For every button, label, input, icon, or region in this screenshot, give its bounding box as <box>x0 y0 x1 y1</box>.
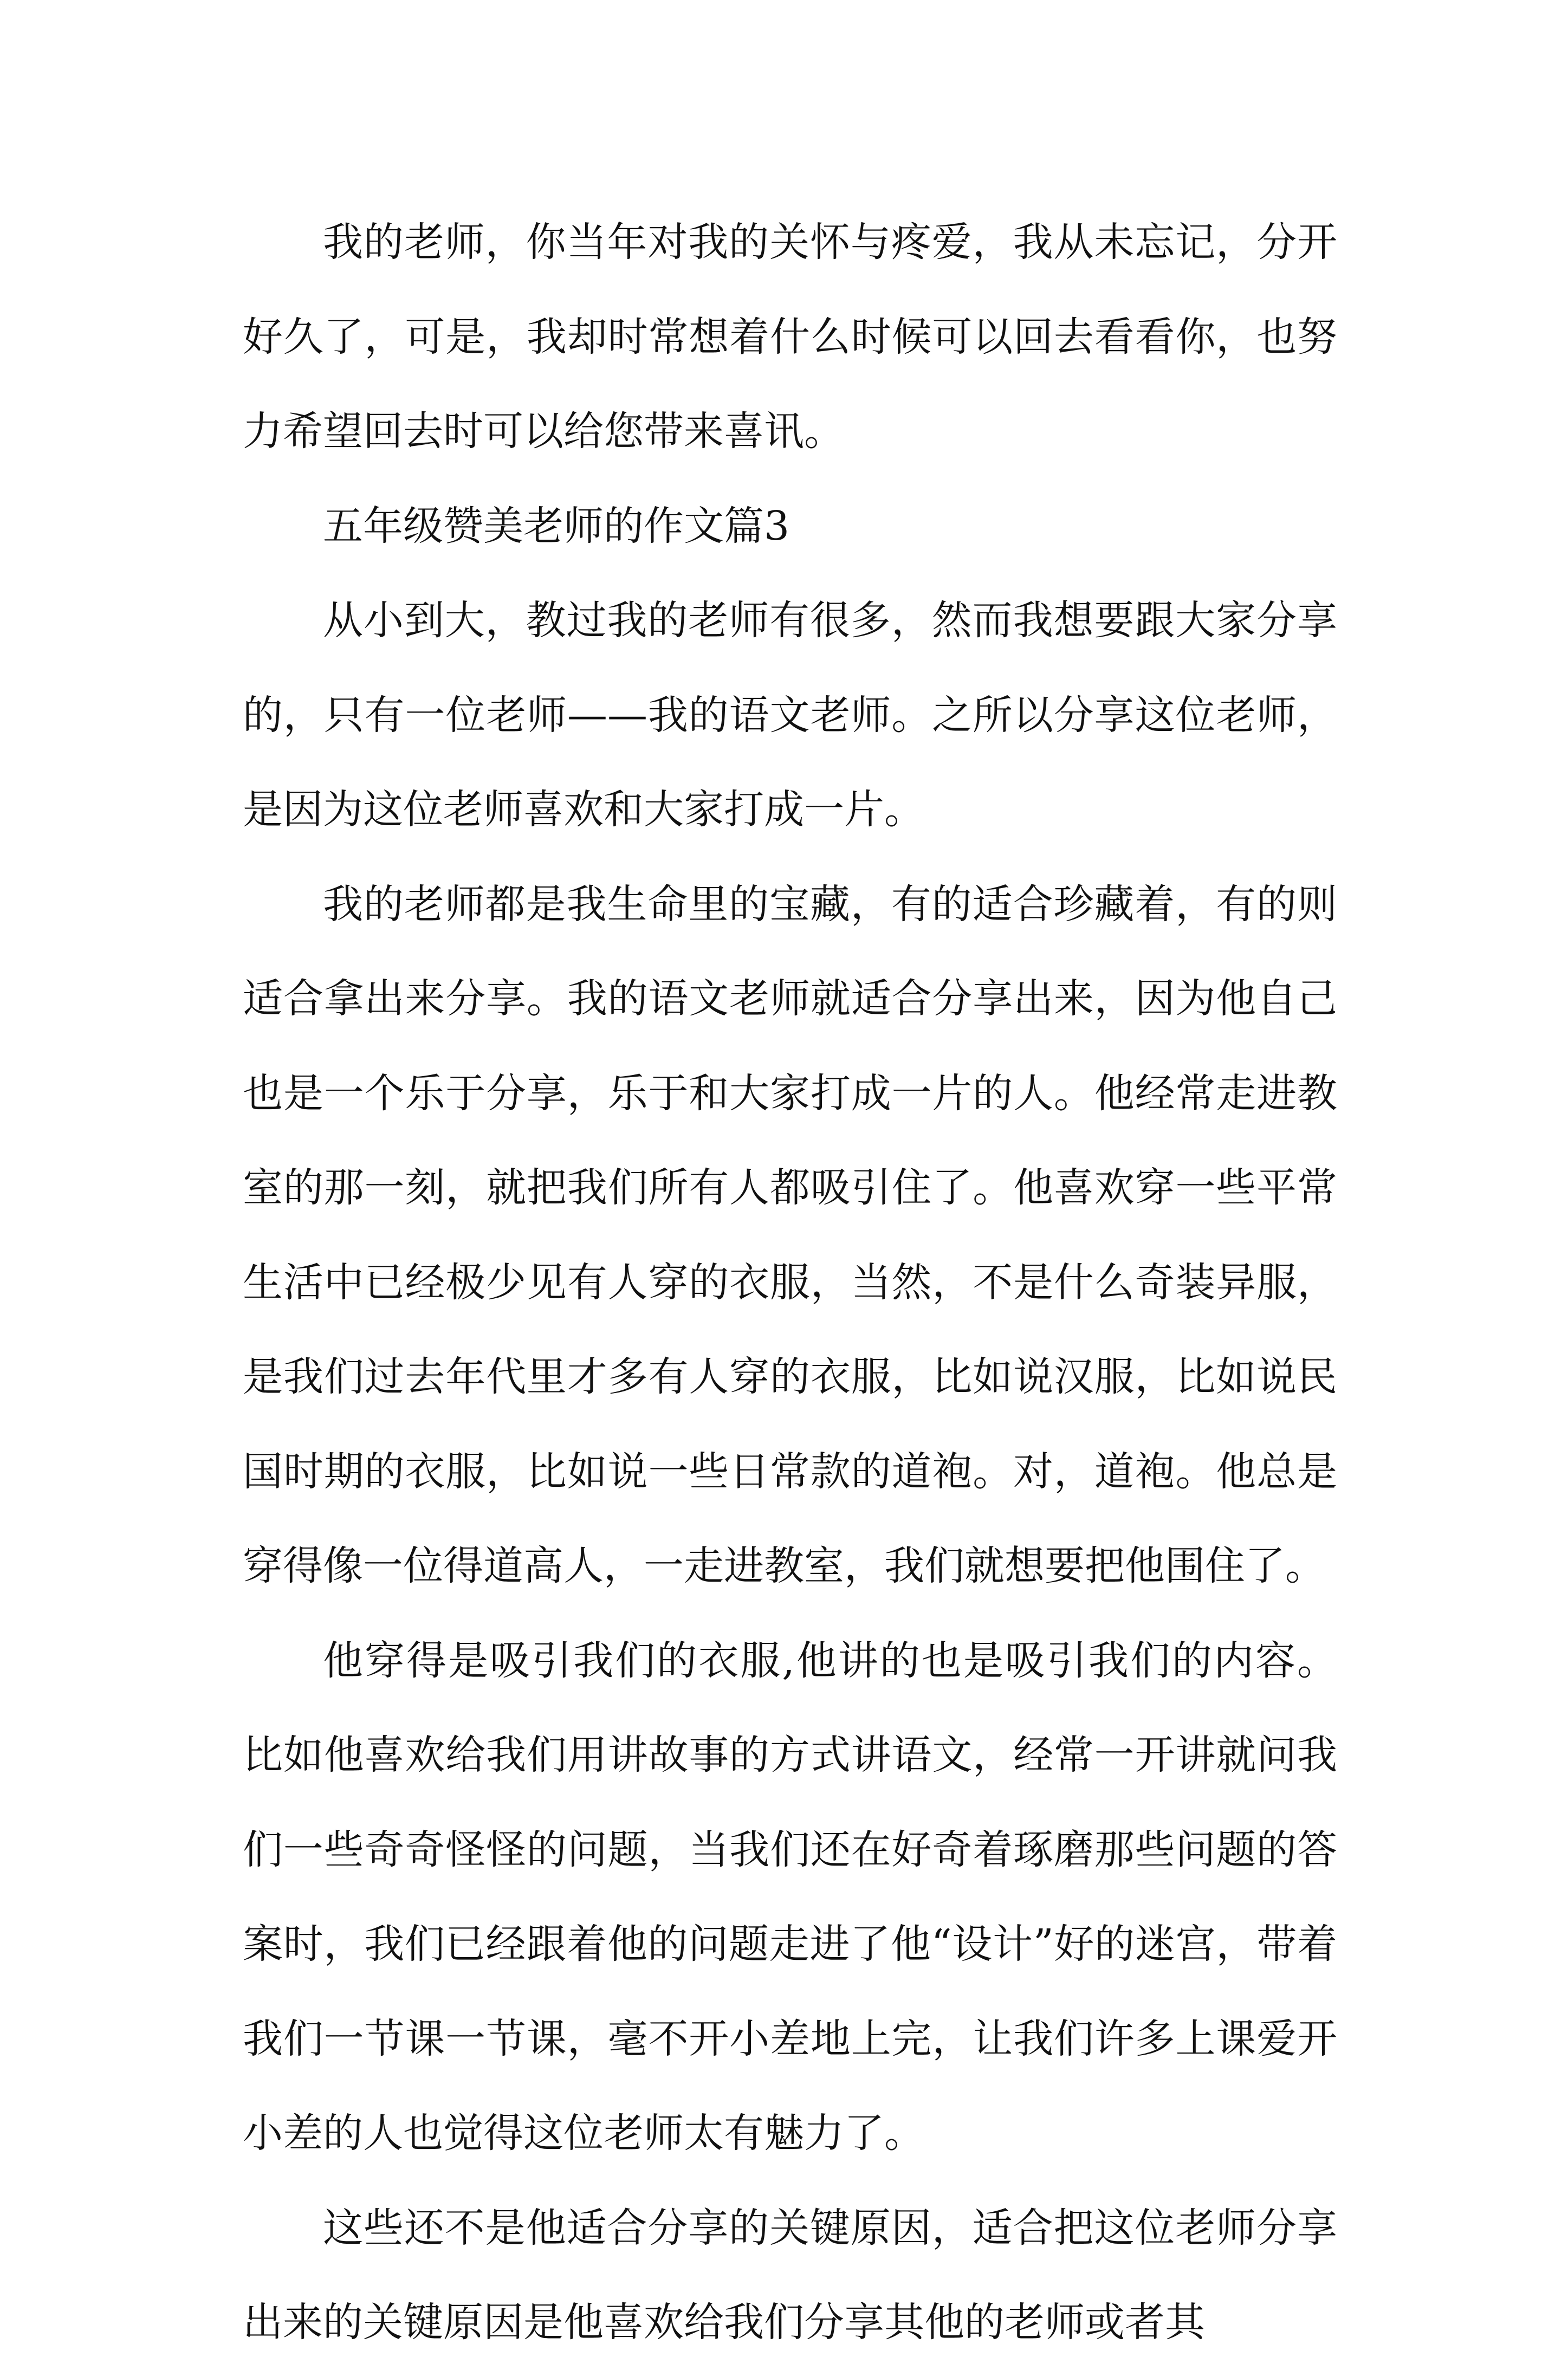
paragraph-5: 这些还不是他适合分享的关键原因，适合把这位老师分享出来的关键原因是他喜欢给我们分享其他的老师或者其 <box>243 2204 1337 2346</box>
paragraph-4: 他穿得是吸引我们的衣服,他讲的也是吸引我们的内容。比如他喜欢给我们用讲故事的方式讲语文，经常一开讲就问我们一些奇奇怪怪的问题，当我们还在好奇着琢磨那些问题的答案时，我们已经跟着他的问题走进了他“设计”好的迷宫，带着我们一节课一节课，毫不开小差地上完，让我们许多上课爱开小差的人也觉得这位老师太有魅力了。 <box>243 1637 1337 2157</box>
paragraph-1: 我的老师，你当年对我的关怀与疼爱，我从未忘记，分开好久了，可是，我却时常想着什么时候可以回去看看你，也努力希望回去时可以给您带来喜讯。 <box>243 219 1337 455</box>
paragraph-2: 从小到大，教过我的老师有很多，然而我想要跟大家分享的，只有一位老师——我的语文老师。之所以分享这位老师，是因为这位老师喜欢和大家打成一片。 <box>243 597 1337 833</box>
document-body <box>243 195 1337 2370</box>
paragraph-3: 我的老师都是我生命里的宝藏，有的适合珍藏着，有的则适合拿出来分享。我的语文老师就适合分享出来，因为他自己也是一个乐于分享，乐于和大家打成一片的人。他经常走进教室的那一刻，就把我们所有人都吸引住了。他喜欢穿一些平常生活中已经极少见有人穿的衣服，当然，不是什么奇装异服，是我们过去年代里才多有人穿的衣服，比如说汉服，比如说民国时期的衣服，比如说一些日常款的道袍。对，道袍。他总是穿得像一位得道高人，一走进教室，我们就想要把他围住了。 <box>243 880 1337 1589</box>
section-heading: 五年级赞美老师的作文篇3 <box>323 502 790 549</box>
